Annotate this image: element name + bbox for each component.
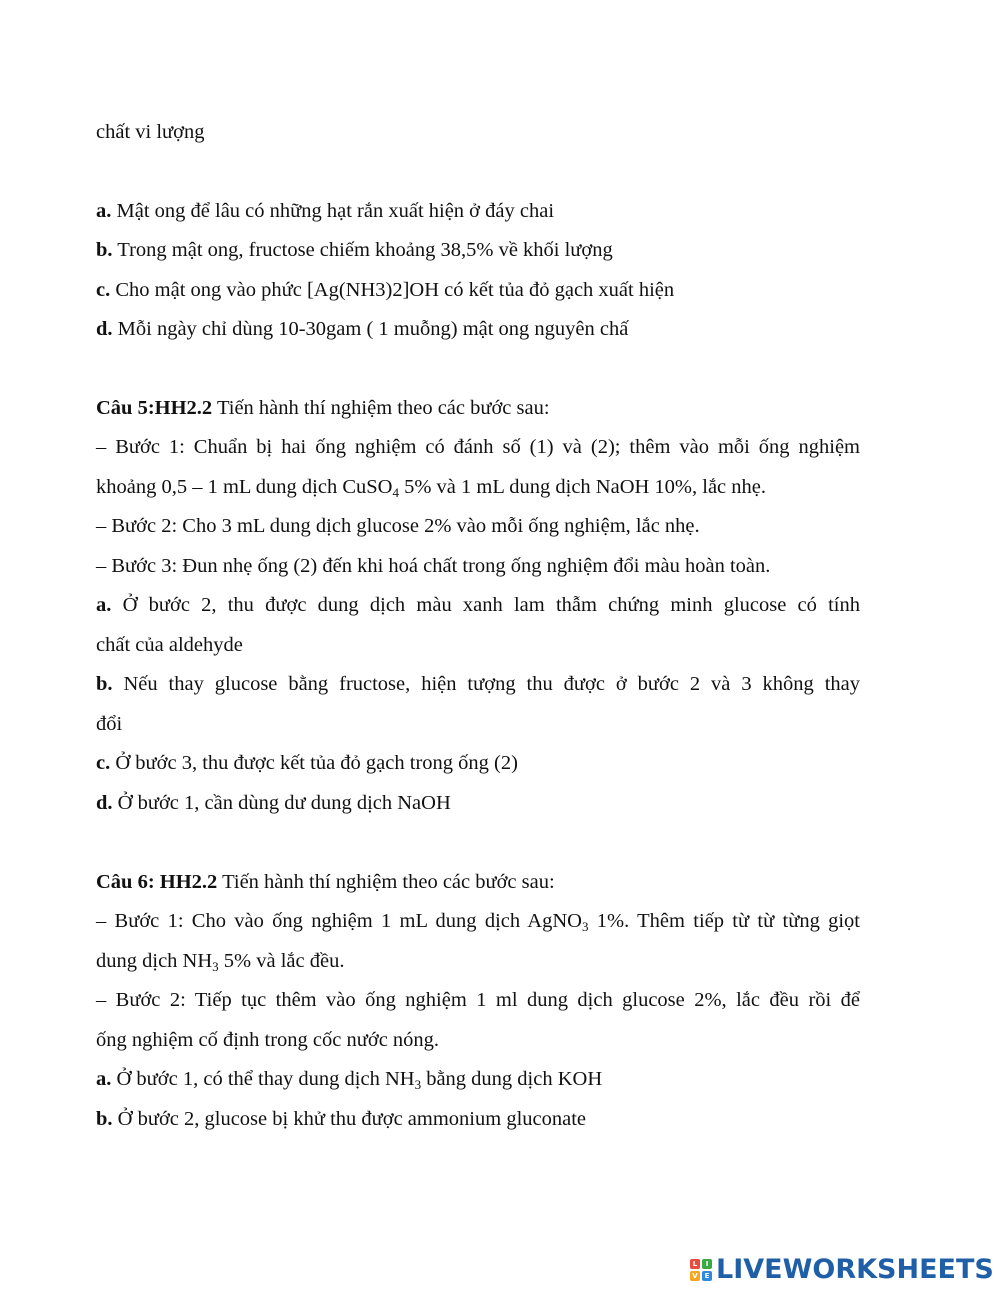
- option-label: a.: [96, 1068, 112, 1090]
- subscript: 4: [392, 485, 399, 500]
- option-text: Ở bước 2, thu được dung dịch màu xanh lam thẫm chứng minh glucose có tính: [111, 594, 860, 616]
- subscript: 3: [581, 919, 589, 934]
- q5-heading-line: [96, 396, 550, 420]
- q5-heading: Câu 5:HH2.2: [96, 397, 213, 419]
- option-text: Ở bước 2, glucose bị khử thu được ammonium gluconate: [112, 1108, 587, 1130]
- q4-option-c: [96, 278, 674, 302]
- logo-tile: I: [702, 1259, 712, 1269]
- subscript: 3: [212, 959, 219, 974]
- q4-option-d: [96, 317, 628, 341]
- option-label: b.: [96, 673, 113, 695]
- q5-step3: – Bước 3: Đun nhẹ ống (2) đến khi hoá chất trong ống nghiệm đổi màu hoàn toàn.: [96, 555, 771, 577]
- q5-step1-line1: – Bước 1: Chuẩn bị hai ống nghiệm có đánh số (1) và (2); thêm vào mỗi ống nghiệm: [96, 436, 860, 458]
- q5-option-a-line1: [96, 593, 860, 617]
- q6-heading-line: [96, 870, 555, 894]
- liveworksheets-logo: [690, 1253, 994, 1287]
- option-label: a.: [96, 200, 112, 222]
- q5-option-b-line1: [96, 672, 860, 696]
- option-text: Ở bước 1, có thể thay dung dịch NH: [111, 1068, 415, 1090]
- q6-step1-text-end: 1%. Thêm tiếp từ từ từng giọt: [588, 910, 861, 932]
- option-text: Trong mật ong, fructose chiếm khoảng 38,5% về khối lượng: [112, 239, 613, 261]
- q5-step2: – Bước 2: Cho 3 mL dung dịch glucose 2% vào mỗi ống nghiệm, lắc nhẹ.: [96, 515, 700, 537]
- option-label: c.: [96, 279, 111, 301]
- logo-tile: L: [690, 1259, 700, 1269]
- option-text: Mỗi ngày chỉ dùng 10-30gam ( 1 muỗng) mật ong nguyên chấ: [112, 318, 629, 340]
- q6-option-b: [96, 1107, 586, 1131]
- q6-step2-line2: ống nghiệm cố định trong cốc nước nóng.: [96, 1029, 440, 1051]
- q5-option-c: [96, 751, 518, 775]
- option-label: d.: [96, 318, 113, 340]
- subscript: 3: [414, 1077, 422, 1092]
- q5-step1-line2: [96, 475, 766, 499]
- q5-option-d: [96, 791, 451, 815]
- q4-option-a: [96, 199, 554, 223]
- q6-step1-line1: [96, 909, 860, 933]
- q5-step1-text: khoảng 0,5 – 1 mL dung dịch CuSO: [96, 476, 393, 498]
- option-label: c.: [96, 752, 111, 774]
- q6-step1-text2: dung dịch NH: [96, 950, 213, 972]
- q5-option-b-line2: đổi: [96, 713, 123, 735]
- option-text: Nếu thay glucose bằng fructose, hiện tượng thu được ở bước 2 và 3 không thay: [112, 673, 860, 695]
- option-label: b.: [96, 1108, 113, 1130]
- q6-option-a: [96, 1067, 602, 1091]
- q5-lead: Tiến hành thí nghiệm theo các bước sau:: [212, 397, 550, 419]
- intro-text: chất vi lượng: [96, 121, 205, 143]
- q6-lead: Tiến hành thí nghiệm theo các bước sau:: [217, 871, 555, 893]
- option-text: Ở bước 1, cần dùng dư dung dịch NaOH: [112, 792, 451, 814]
- q6-step1-line2: [96, 949, 344, 973]
- option-label: b.: [96, 239, 113, 261]
- logo-tiles-icon: [690, 1259, 712, 1281]
- q6-step1-text: – Bước 1: Cho vào ống nghiệm 1 mL dung dịch AgNO: [96, 910, 582, 932]
- logo-tile: V: [690, 1271, 700, 1281]
- q6-step1-text2-end: 5% và lắc đều.: [218, 950, 345, 972]
- q6-step2-line1: – Bước 2: Tiếp tục thêm vào ống nghiệm 1 ml dung dịch glucose 2%, lắc đều rồi để: [96, 989, 860, 1011]
- q6-heading: Câu 6: HH2.2: [96, 871, 218, 893]
- option-label: a.: [96, 594, 112, 616]
- option-text: Cho mật ong vào phức [Ag(NH3)2]OH có kết tủa đỏ gạch xuất hiện: [110, 279, 675, 301]
- option-text: Ở bước 3, thu được kết tủa đỏ gạch trong ống (2): [110, 752, 518, 774]
- option-label: d.: [96, 792, 113, 814]
- logo-tile: E: [702, 1271, 712, 1281]
- q5-step1-text-end: 5% và 1 mL dung dịch NaOH 10%, lắc nhẹ.: [398, 476, 766, 498]
- option-text-end: bằng dung dịch KOH: [421, 1068, 603, 1090]
- option-text: Mật ong để lâu có những hạt rắn xuất hiện ở đáy chai: [111, 200, 555, 222]
- q4-option-b: [96, 238, 613, 262]
- logo-text: LIVEWORKSHEETS: [716, 1254, 994, 1285]
- q5-option-a-line2: chất của aldehyde: [96, 634, 243, 656]
